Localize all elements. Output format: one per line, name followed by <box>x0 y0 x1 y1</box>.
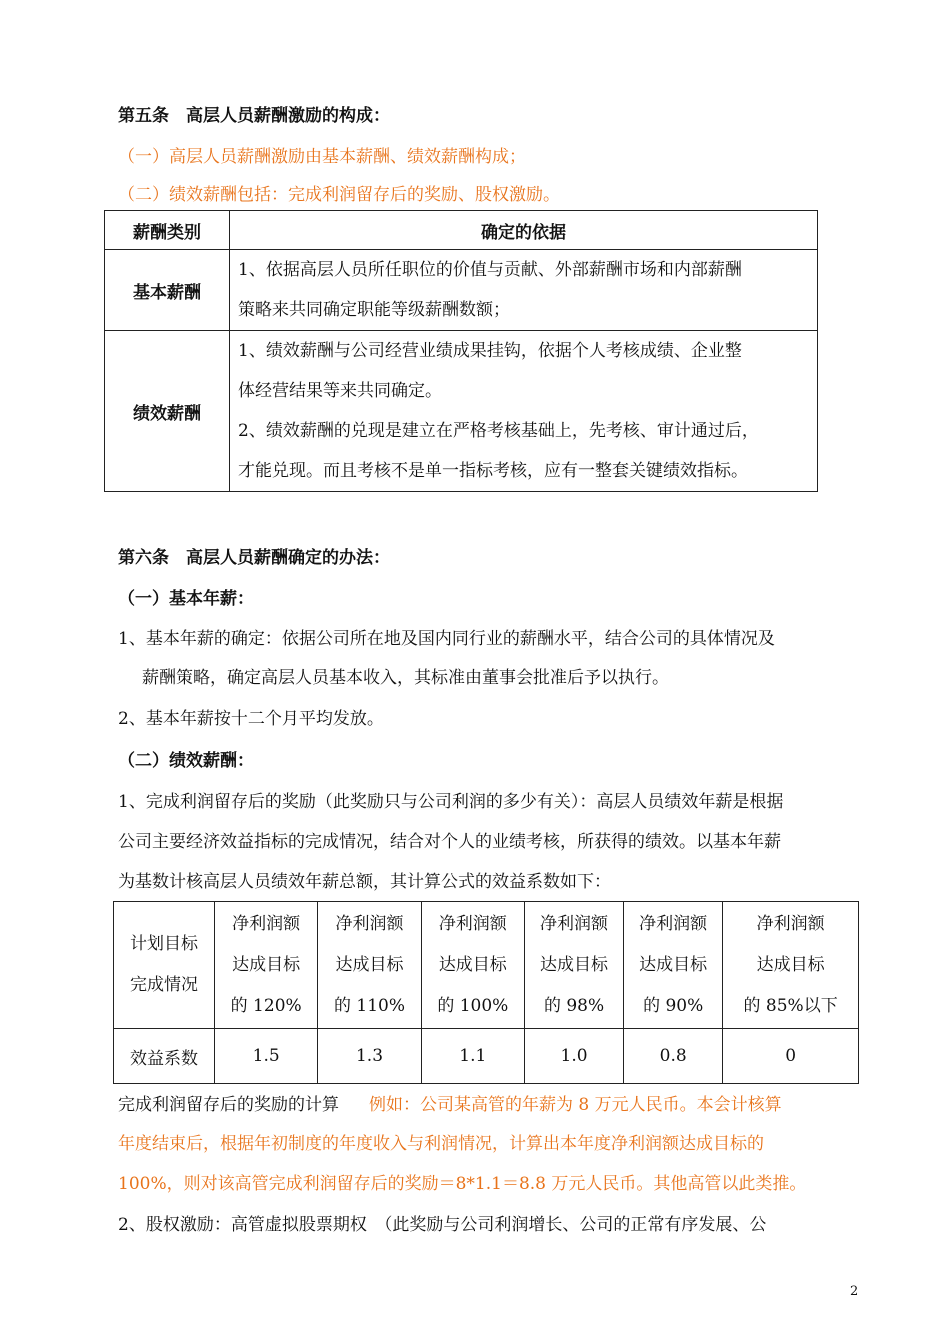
coef-cell: 1.1 <box>421 1029 524 1084</box>
paragraph-line: 薪酬策略，确定高层人员基本收入，其标准由董事会批准后予以执行。 <box>142 668 669 688</box>
target-cell <box>215 902 318 1029</box>
coef-cell: 1.0 <box>524 1029 623 1084</box>
row-header-cell <box>114 902 215 1029</box>
desc-line: 才能兑现。而且考核不是单一指标考核，应有一整套关键绩效指标。 <box>238 461 748 481</box>
table-row <box>105 250 818 331</box>
cell-line: 的 120% <box>230 995 302 1016</box>
coef-cell: 1.5 <box>215 1029 318 1084</box>
cell-line: 达成目标 <box>438 954 507 975</box>
row-description <box>230 250 818 331</box>
article6-sub2: （二）绩效薪酬： <box>118 751 254 771</box>
article5-title: 第五条 高层人员薪酬激励的构成： <box>118 106 390 126</box>
cell-line: 的 85%以下 <box>743 995 838 1016</box>
desc-line: 1、绩效薪酬与公司经营业绩成果挂钩，依据个人考核成绩、企业整 <box>238 341 742 361</box>
desc-line: 体经营结果等来共同确定。 <box>238 381 442 401</box>
article6-title: 第六条 高层人员薪酬确定的办法： <box>118 548 390 568</box>
cell-line: 达成目标 <box>756 954 825 975</box>
calc-paragraph <box>118 1094 782 1116</box>
calc-label: 完成利润留存后的奖励的计算 <box>118 1095 339 1115</box>
target-cell <box>524 902 623 1029</box>
article6-sub1: （一）基本年薪： <box>118 589 254 609</box>
calc-example-line: 100%，则对该高管完成利润留存后的奖励＝8*1.1＝8.8 万元人民币。其他高管以此类推。 <box>118 1174 807 1194</box>
row-description <box>230 331 818 492</box>
desc-line: 2、绩效薪酬的兑现是建立在严格考核基础上，先考核、审计通过后， <box>238 421 759 441</box>
col-header-basis: 确定的依据 <box>230 211 818 250</box>
paragraph-line: 为基数计核高层人员绩效年薪总额，其计算公式的效益系数如下： <box>118 872 611 892</box>
desc-line: 1、依据高层人员所任职位的价值与贡献、外部薪酬市场和内部薪酬 <box>238 260 742 280</box>
target-cell <box>421 902 524 1029</box>
article5-item1: （一）高层人员薪酬激励由基本薪酬、绩效薪酬构成； <box>118 147 526 167</box>
cell-line: 达成目标 <box>639 954 708 975</box>
cell-line: 计划目标 <box>130 934 198 954</box>
paragraph-line: 2、基本年薪按十二个月平均发放。 <box>118 709 384 729</box>
cell-line: 净利润额 <box>639 913 708 934</box>
cell-line: 完成情况 <box>130 975 198 995</box>
row-category: 基本薪酬 <box>105 250 230 331</box>
cell-line: 净利润额 <box>756 913 825 934</box>
article5-item2: （二）绩效薪酬包括：完成利润留存后的奖励、股权激励。 <box>118 185 560 205</box>
cell-line: 的 110% <box>333 995 405 1016</box>
cell-line: 的 98% <box>543 995 605 1016</box>
cell-line: 净利润额 <box>335 913 404 934</box>
cell-line: 净利润额 <box>438 913 507 934</box>
calc-example: 例如：公司某高管的年薪为 8 万元人民币。本会计核算 <box>369 1095 782 1115</box>
col-header-type: 薪酬类别 <box>105 211 230 250</box>
cell-line: 达成目标 <box>540 954 609 975</box>
coef-cell: 1.3 <box>318 1029 421 1084</box>
paragraph-line: 公司主要经济效益指标的完成情况，结合对个人的业绩考核，所获得的绩效。以基本年薪 <box>118 832 781 852</box>
cell-line: 净利润额 <box>540 913 609 934</box>
table-row <box>114 902 859 1029</box>
cell-line: 的 90% <box>643 995 704 1016</box>
cell-line: 达成目标 <box>232 954 301 975</box>
coef-label-cell: 效益系数 <box>114 1029 215 1084</box>
page-number: 2 <box>850 1284 859 1299</box>
table-row <box>114 1029 859 1084</box>
paragraph-line: 1、完成利润留存后的奖励（此奖励只与公司利润的多少有关）：高层人员绩效年薪是根据 <box>118 792 784 812</box>
target-cell <box>318 902 421 1029</box>
table-header-row <box>105 211 818 250</box>
target-cell <box>624 902 723 1029</box>
coefficient-table <box>113 901 859 1084</box>
desc-line: 策略来共同确定职能等级薪酬数额； <box>238 300 510 320</box>
salary-type-table <box>104 210 818 492</box>
row-category: 绩效薪酬 <box>105 331 230 492</box>
target-cell <box>723 902 859 1029</box>
equity-paragraph: 2、股权激励：高管虚拟股票期权 （此奖励与公司利润增长、公司的正常有序发展、公 <box>118 1215 767 1235</box>
cell-line: 净利润额 <box>232 913 301 934</box>
cell-line: 达成目标 <box>335 954 404 975</box>
paragraph-line: 1、基本年薪的确定：依据公司所在地及国内同行业的薪酬水平，结合公司的具体情况及 <box>118 629 775 649</box>
coef-cell: 0 <box>723 1029 859 1084</box>
table-row <box>105 331 818 492</box>
calc-example-line: 年度结束后，根据年初制度的年度收入与利润情况，计算出本年度净利润额达成目标的 <box>118 1134 764 1154</box>
coef-cell: 0.8 <box>624 1029 723 1084</box>
cell-line: 的 100% <box>437 995 509 1016</box>
